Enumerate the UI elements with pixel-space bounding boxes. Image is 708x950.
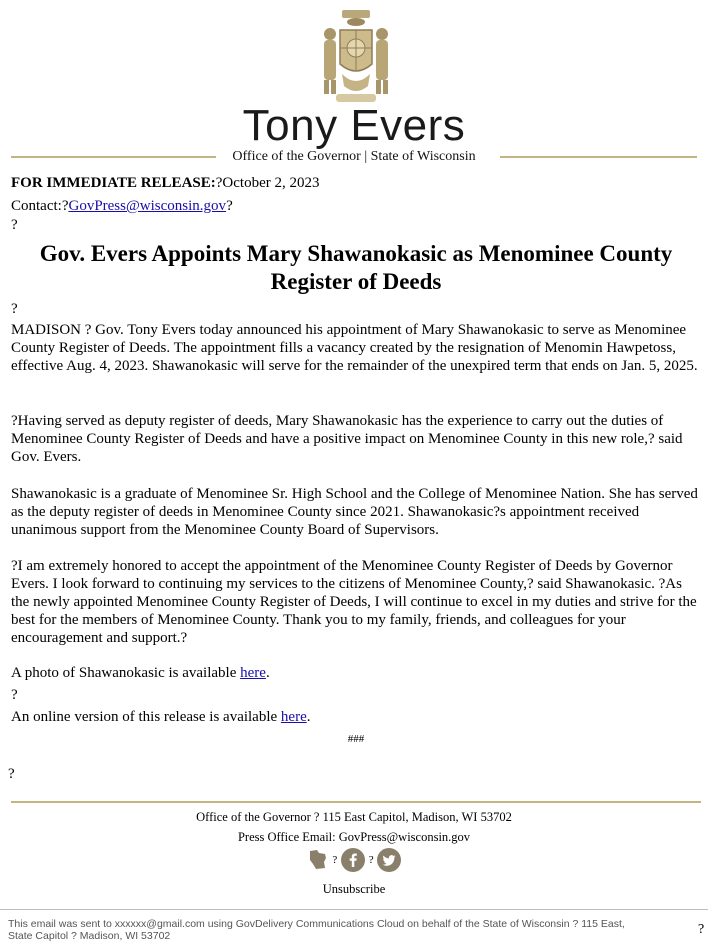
unsubscribe-link[interactable]: Unsubscribe: [322, 882, 386, 896]
release-date: ?October 2, 2023: [215, 175, 320, 191]
online-version-link[interactable]: here: [280, 709, 307, 725]
facebook-icon[interactable]: [341, 848, 365, 872]
photo-prefix: A photo of Shawanokasic is available: [11, 665, 241, 681]
photo-line: [11, 664, 701, 682]
body-paragraph: ?Having served as deputy register of deeds, Mary Shawanokasic has the experience to carry out the duties of Menominee County Register of Deeds and have a positive impact on Menominee County in this new role,? said Gov. Evers.: [11, 413, 683, 465]
twitter-icon[interactable]: [377, 848, 401, 872]
social-separator: ?: [332, 854, 338, 866]
paragraph-1: [11, 321, 701, 375]
online-suffix: .: [306, 709, 311, 725]
spacer-mark: ?: [11, 217, 18, 233]
disclaimer-rule: [0, 909, 708, 910]
photo-suffix: .: [265, 665, 270, 681]
paragraph-4: [11, 557, 701, 647]
wisconsin-seal-icon: [310, 8, 402, 108]
office-separator: |: [364, 149, 368, 164]
release-meta: [11, 174, 701, 234]
footer-press-email: Press Office Email: GovPress@wisconsin.gov: [237, 830, 471, 844]
corner-mark: ?: [698, 922, 705, 937]
social-links: [0, 848, 708, 876]
footer-address: Office of the Governor ? 115 East Capitol, Madison, WI 53702: [196, 810, 512, 824]
sender-disclaimer: This email was sent to xxxxxx@gmail.com using GovDelivery Communications Cloud on behalf of the State of Wisconsin ? 115 East, State Capitol ? Madison, WI 53702: [8, 918, 625, 942]
spacer-mark: ?: [11, 301, 18, 317]
body-paragraph: Shawanokasic is a graduate of Menominee Sr. High School and the College of Menominee Nation. She has served as the deputy register of deeds in Menominee County since 2021. Shawanokasic?s appointment received unanimous support from the Menominee County Board of Supervisors.: [11, 486, 698, 538]
press-release-title: Gov. Evers Appoints Mary Shawanokasic as Menominee County Register of Deeds: [39, 241, 673, 294]
paragraph-3: [11, 485, 701, 539]
office-of-governor: Office of the Governor: [232, 149, 361, 164]
photo-link[interactable]: here: [240, 665, 266, 681]
online-prefix: An online version of this release is available: [11, 709, 281, 725]
contact-email-link[interactable]: GovPress@wisconsin.gov: [68, 198, 227, 214]
wisconsin-map-icon[interactable]: [307, 848, 329, 872]
release-line: [11, 174, 701, 192]
body-paragraph: MADISON ? Gov. Tony Evers today announced his appointment of Mary Shawanokasic to serve as Menominee County Register of Deeds. The appointment fills a vacancy created by the resignation of Menomin Hawpetoss, effective Aug. 4, 2023. Shawanokasic will serve for the remainder of the unexpired term that ends on Jan. 5, 2025.: [11, 322, 698, 374]
office-line: [0, 148, 708, 166]
contact-label: Contact:?: [11, 198, 69, 214]
email-header: [0, 0, 708, 170]
end-mark: ###: [347, 733, 365, 745]
governor-name: Tony Evers: [242, 101, 466, 150]
contact-line: [11, 197, 701, 215]
online-line: [11, 708, 701, 726]
spacer-mark: ?: [8, 766, 15, 782]
footer-rule: [11, 801, 701, 803]
paragraph-2: [11, 412, 701, 466]
social-separator: ?: [368, 854, 374, 866]
body-paragraph: ?I am extremely honored to accept the appointment of the Menominee County Register of Deeds by Governor Evers. I look forward to continuing my services to the citizens of Menominee County,? said Shawanokasic. ?As the newly appointed Menominee County Register of Deeds, I will continue to excel in my duties and strive for the best for the members of Menominee County. Thank you to my family, friends, and colleagues for your encouragement and support.?: [11, 558, 697, 646]
spacer-mark: ?: [11, 687, 18, 703]
release-label: FOR IMMEDIATE RELEASE:: [11, 175, 216, 191]
state-of-wisconsin: State of Wisconsin: [370, 149, 476, 164]
contact-suffix: ?: [226, 198, 233, 214]
